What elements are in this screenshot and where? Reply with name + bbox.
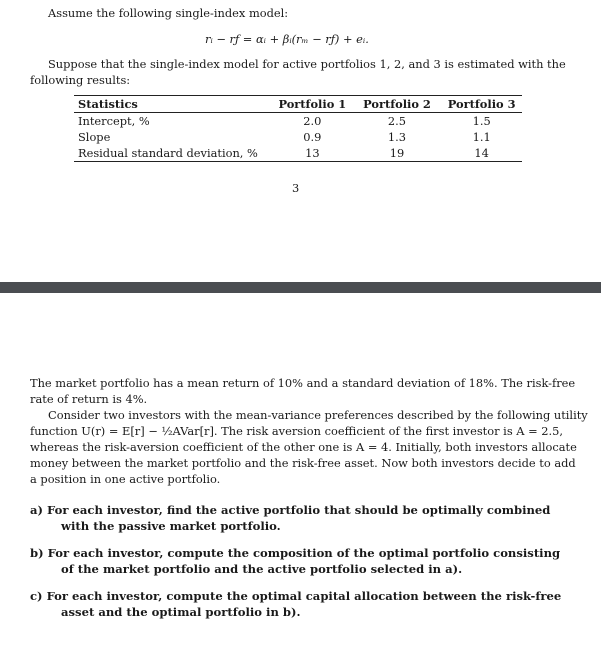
question-b-line2: of the market portfolio and the active portfolio selected in a). (61, 562, 463, 576)
investors-text-line3: whereas the risk-aversion coefficient of the other one is A = 4. Initially, both investors allocate (30, 440, 577, 454)
cell-value: 2.5 (387, 114, 407, 128)
page-number: 3 (292, 181, 300, 195)
header-portfolio-1: Portfolio 1 (278, 97, 347, 111)
cell-value: 14 (474, 146, 489, 160)
question-c-line2: asset and the optimal portfolio in b). (61, 605, 301, 619)
header-portfolio-2: Portfolio 2 (363, 97, 431, 111)
question-a-line2: with the passive market portfolio. (61, 519, 281, 533)
table-header-row (74, 96, 522, 113)
market-text-line1: The market portfolio has a mean return of 10% and a standard deviation of 18%. The risk-free (30, 376, 576, 390)
cell-value: 19 (389, 146, 405, 160)
page-divider (0, 282, 601, 293)
single-index-formula: rᵢ − rƒ = αᵢ + βᵢ(rₘ − rƒ) + eᵢ. (205, 32, 369, 46)
table-row (74, 145, 522, 162)
market-text-line2: rate of return is 4%. (30, 392, 148, 406)
investors-text-line2: function U(r) = E[r] − ½AVar[r]. The risk aversion coefficient of the first investor is A = 2.5, (30, 424, 564, 438)
investors-text-line5: a position in one active portfolio. (30, 472, 221, 486)
question-a-line1: a) For each investor, find the active portfolio that should be optimally combined (30, 503, 551, 517)
question-b (30, 545, 570, 577)
row-label: Slope (78, 130, 111, 144)
table-row (74, 113, 522, 130)
estimated-text-line2: following results: (30, 73, 131, 87)
question-c (30, 588, 570, 620)
estimated-text-line1: Suppose that the single-index model for active portfolios 1, 2, and 3 is estimated with the (48, 57, 566, 71)
intro-text: Assume the following single-index model: (48, 6, 289, 20)
cell-value: 1.5 (472, 114, 491, 128)
cell-value: 2.0 (303, 114, 322, 128)
header-portfolio-3: Portfolio 3 (447, 97, 516, 111)
results-table (74, 95, 522, 162)
cell-value: 0.9 (303, 130, 322, 144)
cell-value: 1.1 (472, 130, 491, 144)
cell-value: 1.3 (387, 130, 407, 144)
investors-text-line4: money between the market portfolio and the risk-free asset. Now both investors decide to add (30, 456, 576, 470)
table-row (74, 129, 522, 145)
row-label: Residual standard deviation, % (78, 146, 258, 160)
investors-text-line1: Consider two investors with the mean-variance preferences described by the following utility (48, 408, 588, 422)
header-statistics: Statistics (78, 97, 138, 111)
cell-value: 13 (305, 146, 320, 160)
row-label: Intercept, % (78, 114, 150, 128)
question-a (30, 502, 570, 534)
question-c-line1: c) For each investor, compute the optimal capital allocation between the risk-free (30, 589, 562, 603)
question-b-line1: b) For each investor, compute the composition of the optimal portfolio consisting (30, 546, 561, 560)
